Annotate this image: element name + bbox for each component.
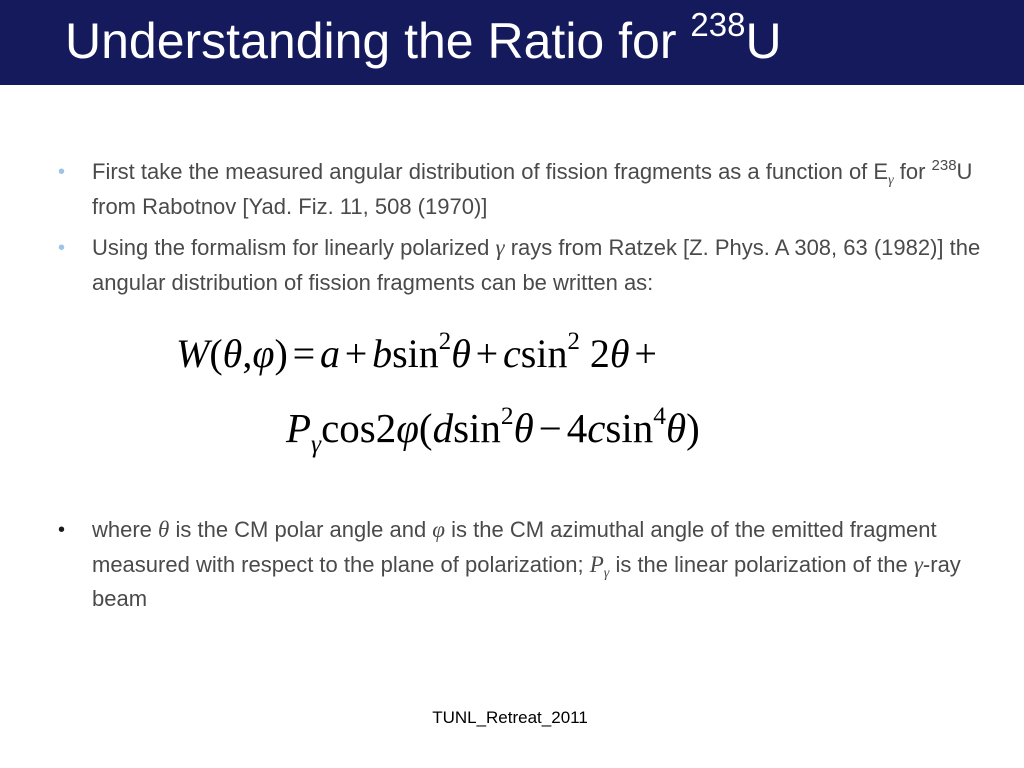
equation-token: 2 <box>500 401 514 430</box>
bullet-icon: • <box>58 237 66 259</box>
equation-token: ( <box>209 331 223 376</box>
equation-token: ) <box>686 405 700 451</box>
bullet3-gamma: γ <box>913 551 923 577</box>
bullet1-text-2: for <box>893 159 932 184</box>
equation-token: − <box>538 405 562 451</box>
equation-token: sin <box>605 405 654 451</box>
equation-token: + <box>344 331 368 376</box>
bullet3-phi: φ <box>432 517 446 542</box>
bullet1-gamma-subscript: γ <box>888 173 894 188</box>
equation-token: ( <box>418 405 433 451</box>
bullet3-text-1: where <box>92 517 159 542</box>
title-bar <box>0 0 1024 85</box>
bullet3-text-4: is the linear polarization of the <box>609 551 914 577</box>
equation-token: d <box>432 405 454 451</box>
equation-token: sin <box>392 331 439 376</box>
equation-token: + <box>475 331 499 376</box>
equation-token: b <box>372 331 393 376</box>
bullet2-text-1: Using the formalism for linearly polarized <box>92 235 496 260</box>
equation-line-2 <box>286 401 700 458</box>
equation-token: sin <box>453 405 501 451</box>
equation-token: γ <box>311 429 322 458</box>
equation-token: c <box>587 405 606 451</box>
equation-token: 2 <box>579 331 610 376</box>
bullet1-text-3: U from Rabotnov [Yad. Fiz. 11, 508 (1970)] <box>92 159 973 219</box>
bullet3-text-5: -ray beam <box>92 551 961 611</box>
bullet2-gamma: γ <box>495 235 505 260</box>
equation-token: φ <box>252 331 275 376</box>
equation-token: 4 <box>653 401 666 430</box>
equation-token: θ <box>665 405 687 451</box>
slide-title <box>65 6 782 71</box>
title-superscript: 238 <box>690 6 746 44</box>
equation-token: P <box>286 405 312 451</box>
equation-token: = <box>292 331 316 376</box>
equation-token: 4 <box>566 405 588 451</box>
equation-token: θ <box>451 331 471 376</box>
bullet2-text-2: rays from Ratzek [Z. Phys. A 308, 63 (1982)] the angular distribution of fission fragments can be written as: <box>92 235 981 295</box>
bullet3-theta: θ <box>158 517 170 542</box>
bullet-definitions <box>58 513 972 617</box>
equation-token: a <box>319 331 340 376</box>
bullet-icon: • <box>58 519 66 541</box>
equation-token: θ <box>513 405 534 451</box>
equation-token: + <box>634 331 657 376</box>
bullet1-text-1: First take the measured angular distribution of fission fragments as a function of E <box>92 159 889 184</box>
equation-token: 2 <box>567 328 580 356</box>
bullet3-text-3: is the CM azimuthal angle of the emitted fragment measured with respect to the plane of polarization; <box>92 517 937 577</box>
equation-token: W <box>176 331 210 376</box>
bullet3-text-2: is the CM polar angle and <box>169 517 433 542</box>
equation-token: φ <box>396 405 419 451</box>
bullet3-p-symbol: P <box>589 551 604 577</box>
equation-token: , <box>242 331 253 376</box>
equation-token: ) <box>274 331 288 376</box>
bullet-formalism <box>58 231 1022 300</box>
equation-token: θ <box>222 331 243 376</box>
equation-line-1 <box>176 328 662 376</box>
equation-token: cos2 <box>321 405 397 451</box>
equation-token: sin <box>520 331 568 376</box>
title-tail: U <box>745 13 782 69</box>
equation-token: 2 <box>438 328 452 356</box>
bullet3-gamma-subscript: γ <box>603 565 610 581</box>
footer-label: TUNL_Retreat_2011 <box>432 708 588 727</box>
bullet1-superscript: 238 <box>931 157 957 174</box>
equation-token: θ <box>609 331 630 376</box>
title-text: Understanding the Ratio for <box>65 13 691 69</box>
bullet-measured-distribution <box>58 155 992 224</box>
equation-token: c <box>503 331 521 376</box>
bullet-icon: • <box>58 161 66 183</box>
